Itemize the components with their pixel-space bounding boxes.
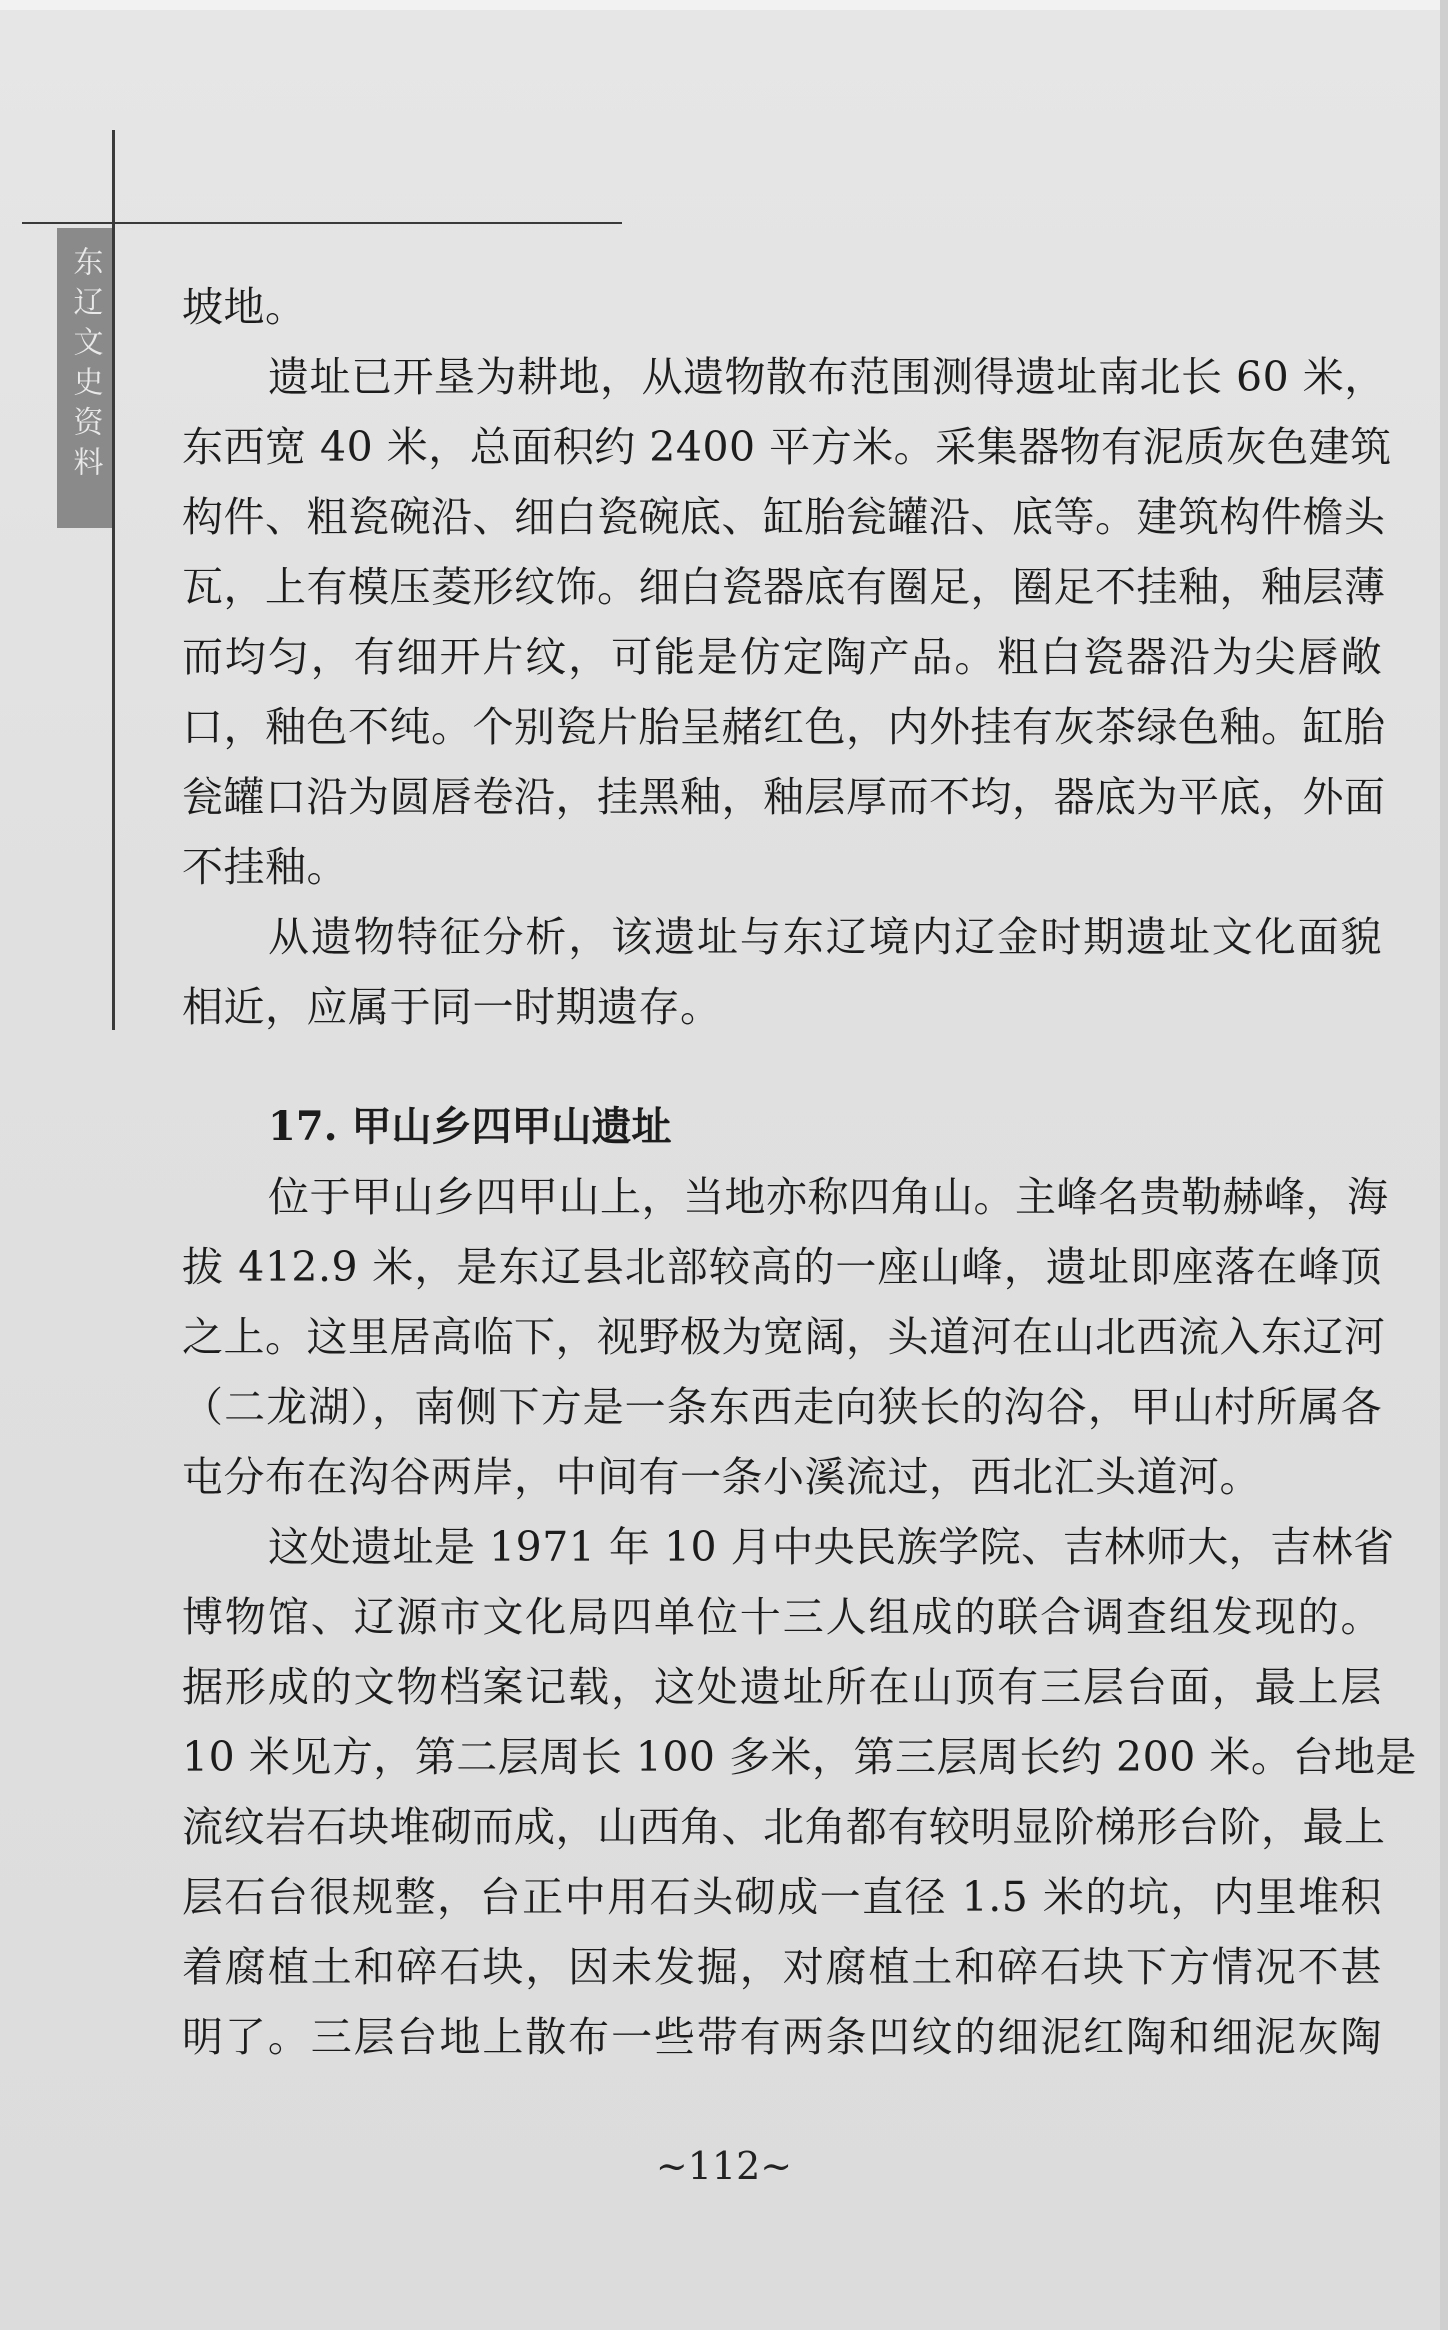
body-text bbox=[182, 272, 1417, 2072]
text-line: 着腐植土和碎石块，因未发掘，对腐植土和碎石块下方情况不甚 bbox=[182, 1943, 1382, 1991]
text-line: 东西宽 40 米，总面积约 2400 平方米。采集器物有泥质灰色建筑 bbox=[182, 423, 1392, 471]
text-line: 据形成的文物档案记载，这处遗址所在山顶有三层台面，最上层 bbox=[182, 1663, 1382, 1711]
sidebar-tab bbox=[57, 228, 112, 528]
text-line: （二龙湖），南侧下方是一条东西走向狭长的沟谷，甲山村所属各 bbox=[182, 1383, 1382, 1431]
text-line: 博物馆、辽源市文化局四单位十三人组成的联合调查组发现的。 bbox=[182, 1593, 1382, 1641]
section-gap bbox=[182, 1042, 1382, 1092]
text-line: 瓦，上有模压菱形纹饰。细白瓷器底有圈足，圈足不挂釉，釉层薄 bbox=[182, 563, 1386, 611]
text-line: 屯分布在沟谷两岸，中间有一条小溪流过，西北汇头道河。 bbox=[182, 1453, 1261, 1501]
text-line: 而均匀，有细开片纹，可能是仿定陶产品。粗白瓷器沿为尖唇敞 bbox=[182, 633, 1382, 681]
page-right-edge bbox=[1440, 0, 1448, 2330]
sidebar-label: 东辽文史资料 bbox=[67, 246, 103, 486]
section-heading: 17. 甲山乡四甲山遗址 bbox=[268, 1103, 672, 1150]
text-line: 遗址已开垦为耕地，从遗物散布范围测得遗址南北长 60 米， bbox=[268, 353, 1386, 401]
text-line: 不挂釉。 bbox=[182, 843, 348, 891]
text-line: 拔 412.9 米，是东辽县北部较高的一座山峰，遗址即座落在峰顶 bbox=[182, 1243, 1382, 1291]
header-horizontal-rule bbox=[22, 222, 622, 224]
text-line: 之上。这里居高临下，视野极为宽阔，头道河在山北西流入东辽河 bbox=[182, 1313, 1386, 1361]
text-line: 坡地。 bbox=[182, 283, 307, 331]
text-line: 瓮罐口沿为圆唇卷沿，挂黑釉，釉层厚而不均，器底为平底，外面 bbox=[182, 773, 1386, 821]
page-top-edge bbox=[0, 0, 1448, 10]
text-line: 口，釉色不纯。个别瓷片胎呈赭红色，内外挂有灰茶绿色釉。缸胎 bbox=[182, 703, 1386, 751]
text-line: 相近，应属于同一时期遗存。 bbox=[182, 983, 722, 1031]
margin-vertical-rule bbox=[112, 130, 115, 1030]
text-line: 位于甲山乡四甲山上，当地亦称四角山。主峰名贵勒赫峰，海 bbox=[268, 1173, 1389, 1221]
page-number: ~112~ bbox=[655, 2144, 793, 2188]
text-line: 构件、粗瓷碗沿、细白瓷碗底、缸胎瓮罐沿、底等。建筑构件檐头 bbox=[182, 493, 1386, 541]
text-line: 从遗物特征分析，该遗址与东辽境内辽金时期遗址文化面貌 bbox=[268, 913, 1382, 961]
text-line: 10 米见方，第二层周长 100 多米，第三层周长约 200 米。台地是 bbox=[182, 1733, 1417, 1781]
text-line: 流纹岩石块堆砌而成，山西角、北角都有较明显阶梯形台阶，最上 bbox=[182, 1803, 1386, 1851]
text-line: 这处遗址是 1971 年 10 月中央民族学院、吉林师大，吉林省 bbox=[268, 1523, 1395, 1571]
text-line: 层石台很规整，台正中用石头砌成一直径 1.5 米的坑，内里堆积 bbox=[182, 1873, 1382, 1921]
text-line: 明了。三层台地上散布一些带有两条凹纹的细泥红陶和细泥灰陶 bbox=[182, 2013, 1382, 2061]
